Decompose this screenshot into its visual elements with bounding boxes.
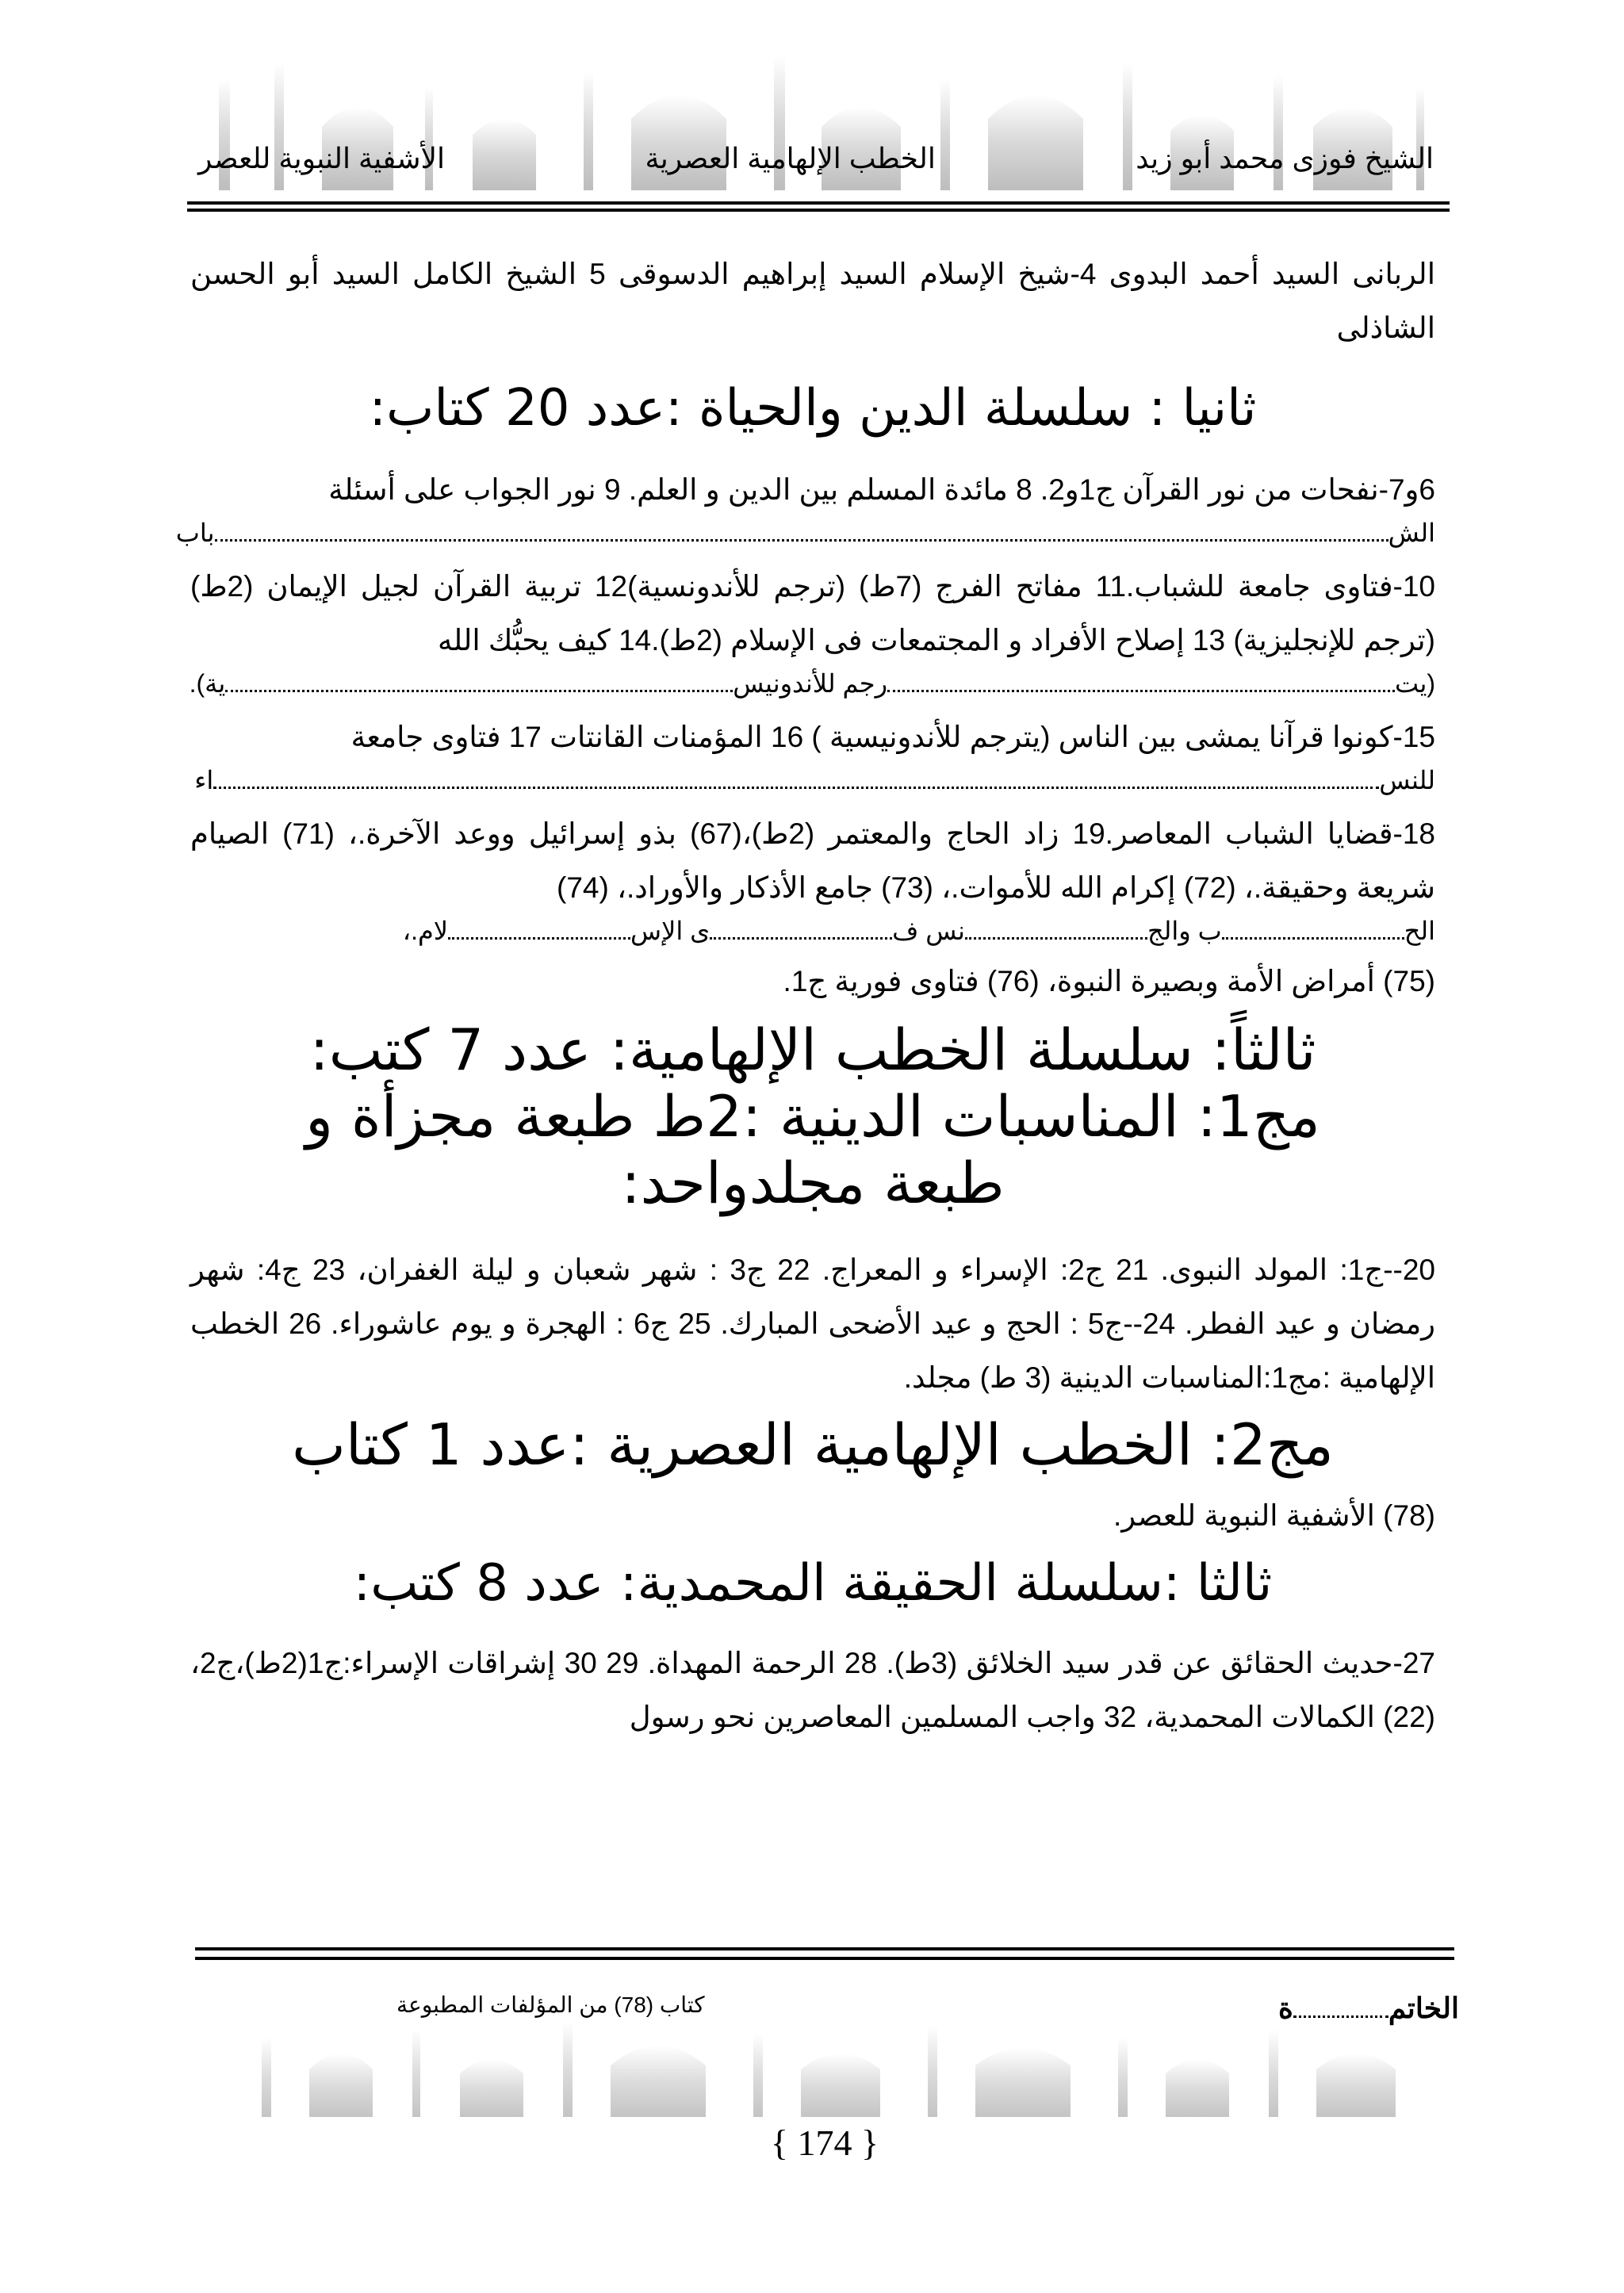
header-author: الشيخ فوزى محمد أبو زيد — [1136, 142, 1434, 174]
section2-heading: ثانيا : سلسلة الدين والحياة :عدد 20 كتاب: — [369, 379, 1257, 438]
header-series: الأشفية النبوية للعصر — [198, 142, 446, 174]
page-number: { 174 } — [770, 2123, 879, 2163]
footer-rule — [195, 1947, 1454, 1971]
footer-title: الخاتمة — [1277, 1992, 1459, 2024]
section4-heading: ثالثا :سلسلة الحقيقة المحمدية: عدد 8 كتب: — [353, 1554, 1273, 1613]
main-content — [175, 247, 1436, 1744]
section2-p4: 18-قضايا الشباب المعاصر.19 زاد الحاج والمعتمر (2ط)،(67) بذو إسرائيل ووعد الآخرة.، (71) الصيام شريعة وحقيقة.، (72) إكرام الله للأموات.، (73) جامع الأذكار والأوراد.، (74) — [190, 817, 1435, 904]
section2-p4-tail: الحب والجنس فى الإسلام.، — [402, 917, 1435, 945]
section2-p1: 6و7-نفحات من نور القرآن ج1و2. 8 مائدة المسلم بين الدين و العلم. 9 نور الجواب على أسئلة — [328, 473, 1435, 506]
running-header — [187, 135, 1445, 182]
header-rule — [187, 198, 1450, 214]
section2-p5: (75) أمراض الأمة وبصيرة النبوة، (76) فتاوى فورية ج1. — [783, 965, 1435, 997]
running-footer — [396, 1992, 1459, 2025]
section3-sub1-text: 20--ج1: المولد النبوى. 21 ج2: الإسراء و المعراج. 22 ج3 : شهر شعبان و ليلة الغفران، 23 ج4: شهر رمضان و عيد الفطر. 24--ج5 : الحج و عيد الأضحى المبارك. 25 ج6 : الهجرة و يوم عاشوراء. 26 الخطب الإلهامية :مج1:المناسبات الدينية (3 ط) مجلد. — [190, 1254, 1436, 1394]
section4-text: 27-حديث الحقائق عن قدر سيد الخلائق (3ط). 28 الرحمة المهداة. 29 30 إشراقات الإسراء:ج1(2ط)،ج2، (22) الكمالات المحمدية، 32 واجب المسلمين المعاصرين نحو رسول — [190, 1647, 1436, 1733]
header-book: الخطب الإلهامية العصرية — [645, 142, 936, 174]
footer-note: كتاب (78) من المؤلفات المطبوعة — [396, 1992, 705, 2017]
section3-sub2-text: (78) الأشفية النبوية للعصر. — [1113, 1499, 1435, 1532]
section2-p3: 15-كونوا قرآنا يمشى بين الناس (يترجم للأندونيسية ) 16 المؤمنات القانتات 17 فتاوى جامعة — [350, 721, 1435, 753]
section2-p1-tail: الشباب — [175, 519, 1435, 547]
intro-paragraph: الربانى السيد أحمد البدوى 4-شيخ الإسلام السيد إبراهيم الدسوقى 5 الشيخ الكامل السيد أبو الحسن الشاذلى — [190, 258, 1435, 344]
section3-sub1-heading: مج1: المناسبات الدينية :2ط طبعة مجزأة و طبعة مجلدواحد: — [305, 1083, 1320, 1216]
section2-p2: 10-فتاوى جامعة للشباب.11 مفاتح الفرج (7ط) (ترجم للأندونسية)12 تربية القرآن لجيل الإيمان (2ط) (ترجم للإنجليزية) 13 إصلاح الأفراد و المجتمعات فى الإسلام (2ط).14 كيف يحبُّك الله — [190, 570, 1435, 657]
section3-heading: ثالثاً: سلسلة الخطب الإلهامية: عدد 7 كتب: — [309, 1016, 1316, 1083]
section2-p2-tail: (يترجم للأندونيسية). — [189, 669, 1435, 698]
section2-p3-tail: للنساء — [194, 766, 1435, 794]
section3-sub2-heading: مج2: الخطب الإلهامية العصرية :عدد 1 كتاب — [292, 1411, 1334, 1478]
